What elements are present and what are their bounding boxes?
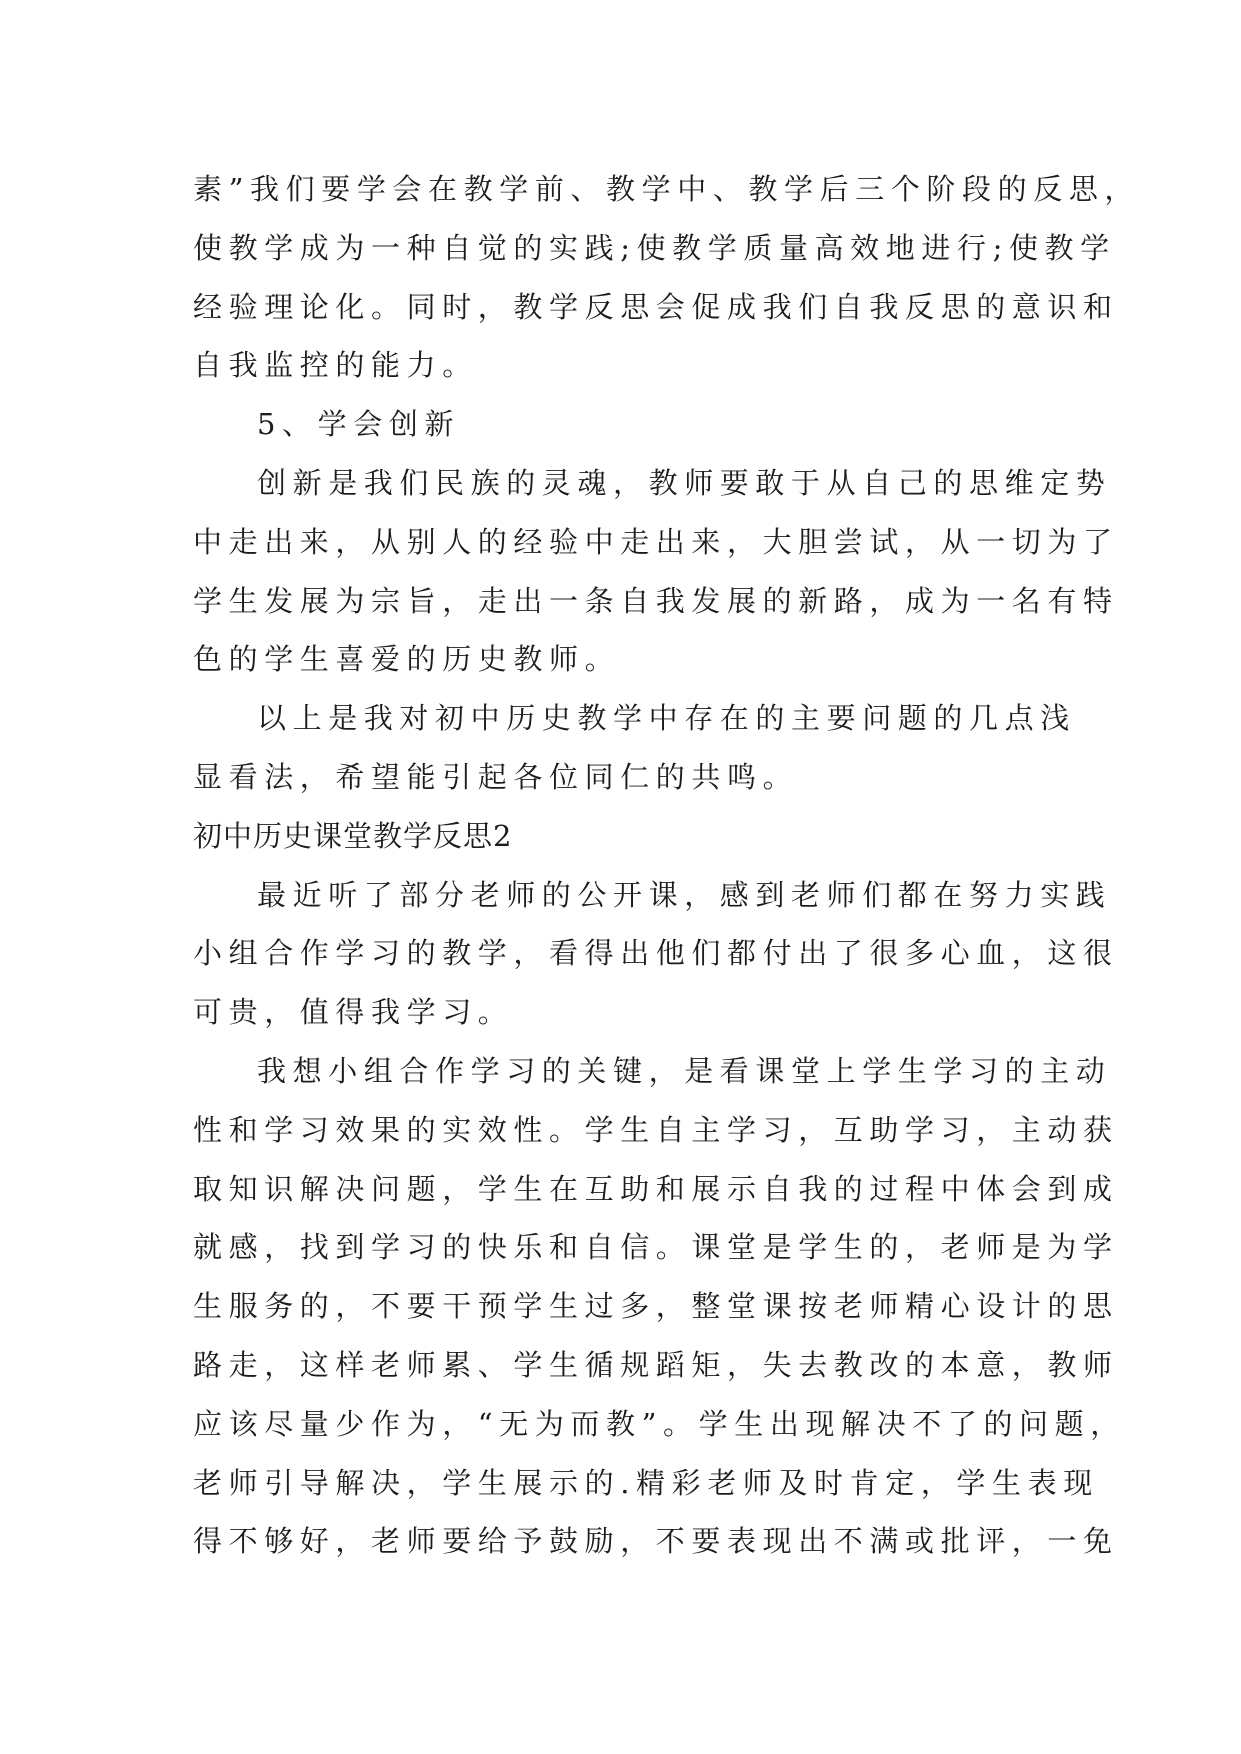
paragraph-line: 取知识解决问题，学生在互助和展示自我的过程中体会到成 <box>193 1171 1119 1206</box>
paragraph-line: 创新是我们民族的灵魂，教师要敢于从自己的思维定势 <box>257 465 1112 500</box>
paragraph-line: 生服务的，不要干预学生过多，整堂课按老师精心设计的思 <box>193 1289 1119 1324</box>
article-title: 初中历史课堂教学反思2 <box>193 818 513 853</box>
paragraph-line: 以上是我对初中历史教学中存在的主要问题的几点浅 <box>257 701 1076 736</box>
document-body <box>193 160 1141 1571</box>
paragraph-line: 经验理论化。同时，教学反思会促成我们自我反思的意识和 <box>193 289 1119 324</box>
paragraph-line: 自我监控的能力。 <box>193 348 478 383</box>
section-heading: 5、学会创新 <box>257 407 461 442</box>
paragraph-line: 学生发展为宗旨，走出一条自我发展的新路，成为一名有特 <box>193 583 1119 618</box>
paragraph-line: 中走出来，从别人的经验中走出来，大胆尝试，从一切为了 <box>193 524 1119 559</box>
paragraph-line: 小组合作学习的教学，看得出他们都付出了很多心血，这很 <box>193 936 1119 971</box>
paragraph-line: 可贵，值得我学习。 <box>193 995 514 1030</box>
paragraph-line: 就感，找到学习的快乐和自信。课堂是学生的，老师是为学 <box>193 1230 1119 1265</box>
paragraph-line: 色的学生喜爱的历史教师。 <box>193 642 621 677</box>
paragraph-line: 得不够好，老师要给予鼓励，不要表现出不满或批评，一免 <box>193 1524 1119 1559</box>
paragraph-line: 应该尽量少作为，“无为而教”。学生出现解决不了的问题， <box>193 1406 1126 1441</box>
paragraph-line: 我想小组合作学习的关键，是看课堂上学生学习的主动 <box>257 1053 1112 1088</box>
paragraph-line: 素”我们要学会在教学前、教学中、教学后三个阶段的反思， <box>193 172 1141 206</box>
paragraph-line: 老师引导解决，学生展示的.精彩老师及时肯定，学生表现 <box>193 1465 1099 1500</box>
paragraph-line: 显看法，希望能引起各位同仁的共鸣。 <box>193 759 799 794</box>
paragraph-line: 最近听了部分老师的公开课，感到老师们都在努力实践 <box>257 877 1112 912</box>
paragraph-line: 性和学习效果的实效性。学生自主学习，互助学习，主动获 <box>193 1112 1119 1147</box>
paragraph-line: 使教学成为一种自觉的实践;使教学质量高效地进行;使教学 <box>193 230 1116 265</box>
paragraph-line: 路走，这样老师累、学生循规蹈矩，失去教改的本意，教师 <box>193 1347 1119 1382</box>
